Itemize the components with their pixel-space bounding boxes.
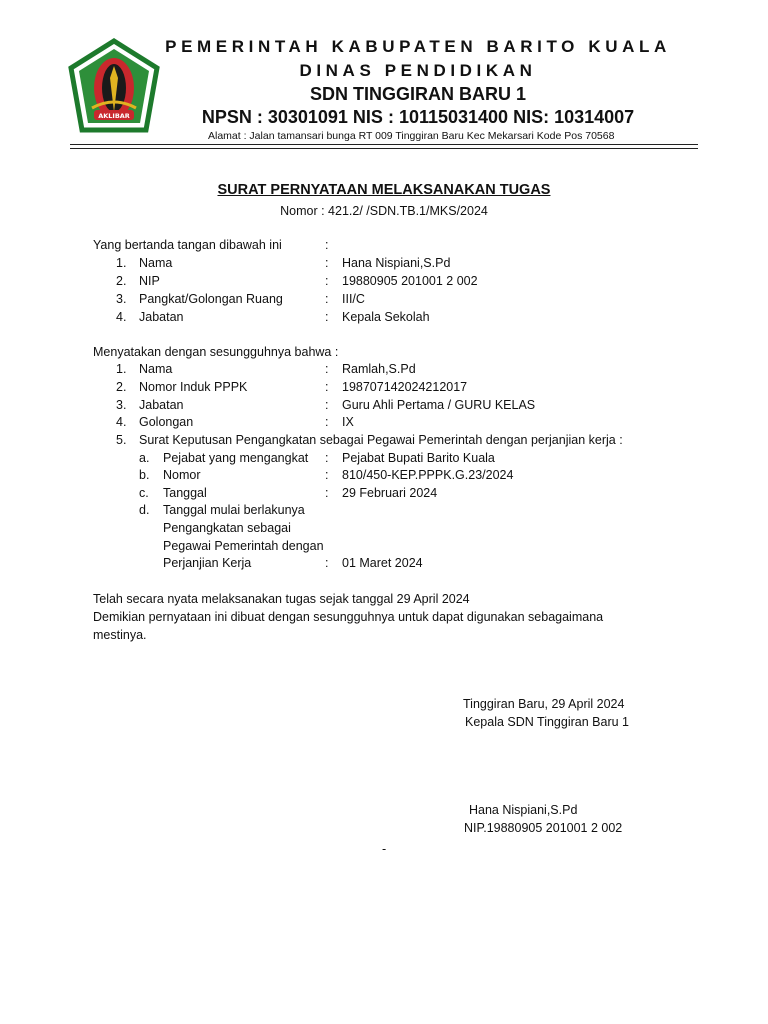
- signer-value-position: Kepala Sekolah: [342, 310, 430, 324]
- colon: :: [325, 451, 329, 465]
- employee-value-pppk: 198707142024212017: [342, 380, 468, 394]
- signer-value-name: Hana Nispiani,S.Pd: [342, 256, 451, 270]
- decree-letter-b: b.: [139, 468, 150, 482]
- colon: :: [325, 362, 329, 376]
- decree-label: Surat Keputusan Pengangkatan sebagai Pegawai Pemerintah dengan perjanjian kerja :: [139, 433, 623, 447]
- signer-intro: Yang bertanda tangan dibawah ini: [93, 238, 282, 252]
- signer-num-2: 2.: [116, 274, 127, 288]
- colon: :: [325, 310, 329, 324]
- colon: :: [325, 380, 329, 394]
- letterhead-government: PEMERINTAH KABUPATEN BARITO KUALA: [165, 37, 671, 56]
- signer-value-nip: 19880905 201001 2 002: [342, 274, 478, 288]
- header-rule-top: [70, 144, 698, 145]
- decree-letter-c: c.: [139, 486, 149, 500]
- signer-label-nip: NIP: [139, 274, 160, 288]
- employee-label-position: Jabatan: [139, 398, 184, 412]
- signature-position: Kepala SDN Tinggiran Baru 1: [465, 715, 629, 729]
- colon: :: [325, 274, 329, 288]
- decree-label-date: Tanggal: [163, 486, 207, 500]
- signer-intro-colon: :: [325, 238, 329, 252]
- decree-d-line-3: Pegawai Pemerintah dengan: [163, 539, 324, 553]
- colon: :: [325, 486, 329, 500]
- colon: :: [325, 556, 329, 570]
- header-rule-bottom: [70, 148, 698, 149]
- document-number: Nomor : 421.2/ /SDN.TB.1/MKS/2024: [280, 204, 488, 218]
- decree-d-line-1: Tanggal mulai berlakunya: [163, 503, 305, 517]
- closing-line-1: Telah secara nyata melaksanakan tugas sejak tanggal 29 April 2024: [93, 592, 470, 606]
- colon: :: [325, 415, 329, 429]
- signature-place-date: Tinggiran Baru, 29 April 2024: [463, 697, 625, 711]
- decree-value-number: 810/450-KEP.PPPK.G.23/2024: [342, 468, 514, 482]
- decree-value-date: 29 Februari 2024: [342, 486, 438, 500]
- employee-value-grade: IX: [342, 415, 354, 429]
- employee-label-grade: Golongan: [139, 415, 194, 429]
- employee-num-1: 1.: [116, 362, 127, 376]
- colon: :: [325, 398, 329, 412]
- employee-label-pppk: Nomor Induk PPPK: [139, 380, 248, 394]
- signer-num-3: 3.: [116, 292, 127, 306]
- signer-num-4: 4.: [116, 310, 127, 324]
- employee-num-2: 2.: [116, 380, 127, 394]
- decree-label-number: Nomor: [163, 468, 201, 482]
- signer-label-position: Jabatan: [139, 310, 184, 324]
- decree-value-effective-date: 01 Maret 2024: [342, 556, 423, 570]
- signer-value-rank: III/C: [342, 292, 365, 306]
- signer-label-rank: Pangkat/Golongan Ruang: [139, 292, 283, 306]
- letterhead-school: SDN TINGGIRAN BARU 1: [309, 84, 526, 104]
- colon: :: [325, 292, 329, 306]
- decree-d-line-4: Perjanjian Kerja: [163, 556, 252, 570]
- decree-letter-a: a.: [139, 451, 150, 465]
- employee-label-name: Nama: [139, 362, 173, 376]
- decree-num: 5.: [116, 433, 127, 447]
- signer-label-name: Nama: [139, 256, 173, 270]
- footer-mark: -: [382, 842, 387, 856]
- signature-name: Hana Nispiani,S.Pd: [469, 803, 578, 817]
- closing-line-2: Demikian pernyataan ini dibuat dengan sesungguhnya untuk dapat digunakan sebagaimana: [93, 610, 604, 624]
- letterhead-department: DINAS PENDIDIKAN: [299, 61, 537, 80]
- signature-nip: NIP.19880905 201001 2 002: [464, 821, 623, 835]
- employee-num-4: 4.: [116, 415, 127, 429]
- letterhead-codes: NPSN : 30301091 NIS : 10115031400 NIS: 10314007: [201, 107, 635, 127]
- employee-value-name: Ramlah,S.Pd: [342, 362, 416, 376]
- decree-label-official: Pejabat yang mengangkat: [163, 451, 309, 465]
- decree-d-line-2: Pengangkatan sebagai: [163, 521, 291, 535]
- closing-line-3: mestinya.: [93, 628, 147, 642]
- employee-num-3: 3.: [116, 398, 127, 412]
- decree-value-official: Pejabat Bupati Barito Kuala: [342, 451, 495, 465]
- colon: :: [325, 468, 329, 482]
- colon: :: [325, 256, 329, 270]
- signer-num-1: 1.: [116, 256, 127, 270]
- decree-letter-d: d.: [139, 503, 150, 517]
- employee-value-position: Guru Ahli Pertama / GURU KELAS: [342, 398, 536, 412]
- declares-intro: Menyatakan dengan sesungguhnya bahwa :: [93, 345, 339, 359]
- letterhead-address: Alamat : Jalan tamansari bunga RT 009 Tinggiran Baru Kec Mekarsari Kode Pos 70568: [208, 130, 615, 142]
- document-title: SURAT PERNYATAAN MELAKSANAKAN TUGAS: [217, 182, 551, 198]
- regency-logo-icon: [68, 38, 160, 134]
- logo-text: AKLIBAR: [98, 112, 130, 120]
